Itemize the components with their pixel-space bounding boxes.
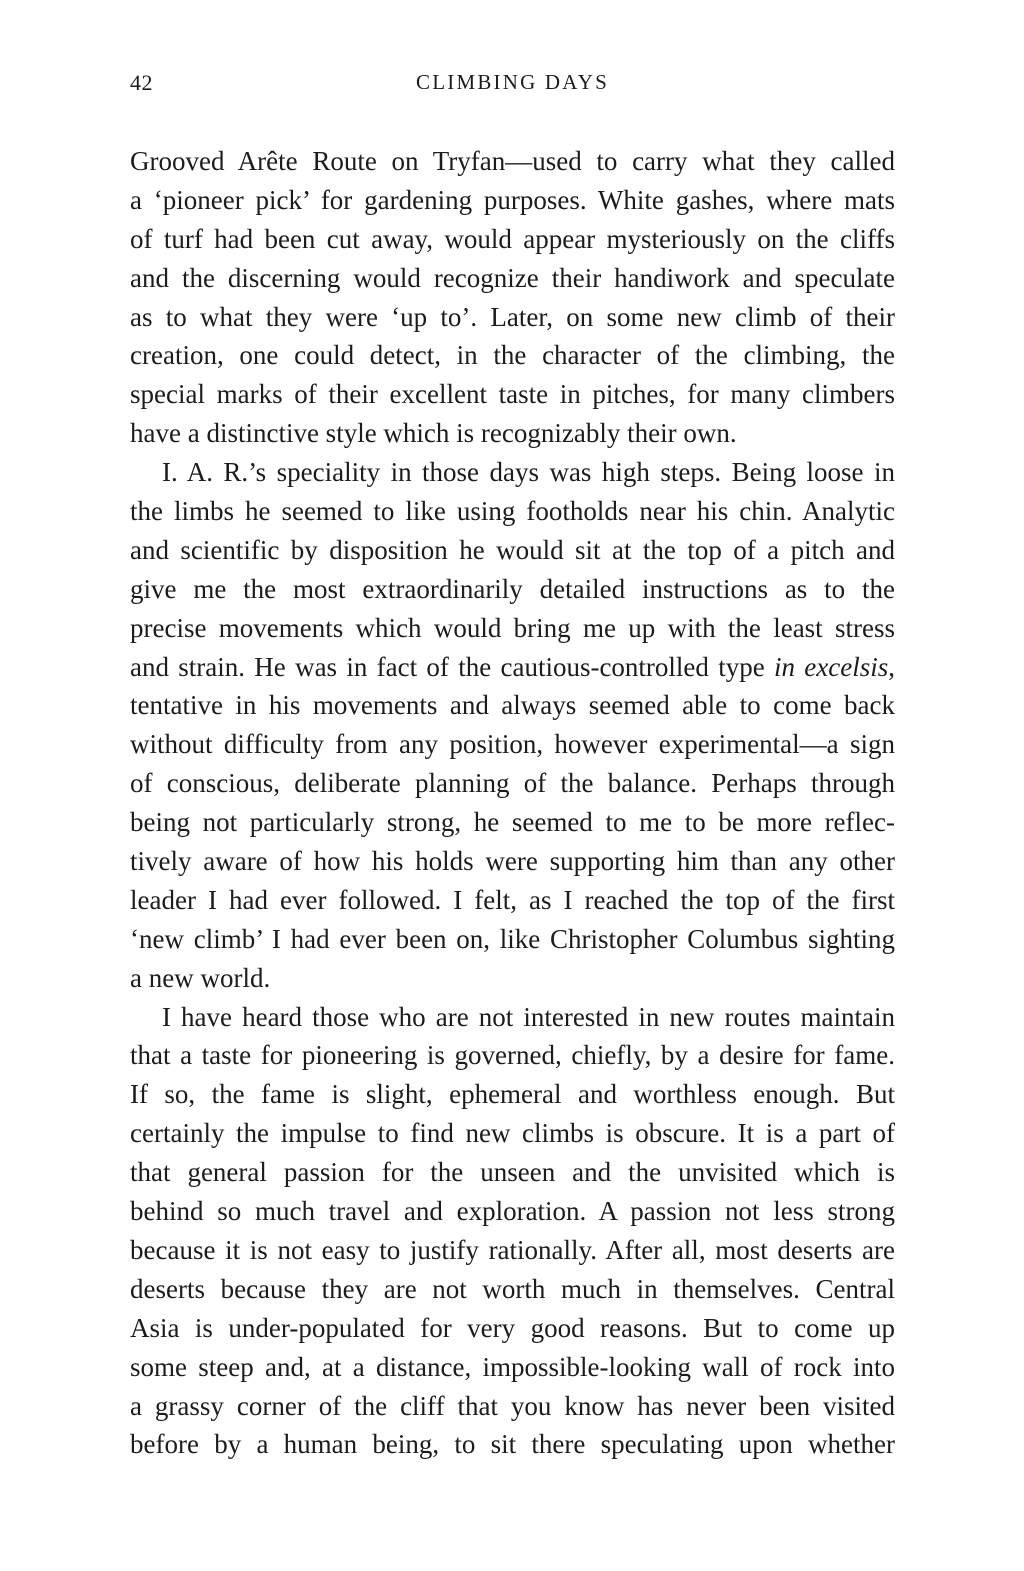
body-text (130, 142, 895, 1464)
text-line: that general passion for the unseen and the unvisited which is (130, 1157, 895, 1188)
text-line: tively aware of how his holds were supporting him than any other (130, 846, 895, 877)
running-title: CLIMBING DAYS (416, 70, 609, 94)
text-line: behind so much travel and exploration. A passion not less strong (130, 1196, 895, 1227)
text-line: special marks of their excellent taste in pitches, for many climbers (130, 379, 895, 410)
page-number: 42 (130, 70, 153, 95)
text-line: If so, the fame is slight, ephemeral and worthless enough. But (130, 1079, 895, 1110)
text-line: Grooved Arête Route on Tryfan—used to carry what they called (130, 146, 895, 176)
text-line: give me the most extraordinarily detailed instructions as to the (130, 573, 895, 604)
text-line: have a distinctive style which is recognizably their own. (130, 418, 737, 449)
text-line: without difficulty from any position, however experimental—a sign (130, 729, 895, 760)
text-line: deserts because they are not worth much in themselves. Central (130, 1273, 895, 1304)
text-line: because it is not easy to justify rationally. After all, most deserts are (130, 1234, 895, 1265)
text-line: some steep and, at a distance, impossible-looking wall of rock into (130, 1351, 895, 1382)
text-line: the limbs he seemed to like using footholds near his chin. Analytic (130, 496, 895, 527)
text-line: certainly the impulse to find new climbs is obscure. It is a part of (130, 1118, 895, 1149)
text-segment: , (888, 651, 895, 682)
text-line: being not particularly strong, he seemed to me to be more reflec- (130, 807, 895, 838)
running-head (130, 70, 895, 102)
text-line: of turf had been cut away, would appear mysteriously on the cliffs (130, 223, 895, 254)
paragraph-first-line: I. A. R.’s speciality in those days was high steps. Being loose in (162, 457, 895, 488)
text-line: leader I had ever followed. I felt, as I reached the top of the first (130, 884, 895, 915)
text-line: and scientific by disposition he would sit at the top of a pitch and (130, 534, 895, 565)
text-line: tentative in his movements and always seemed able to come back (130, 690, 895, 721)
text-line: of conscious, deliberate planning of the balance. Perhaps through (130, 768, 895, 799)
text-line: Asia is under-populated for very good reasons. But to come up (130, 1312, 895, 1343)
text-line: a ‘pioneer pick’ for gardening purposes. White gashes, where mats (130, 184, 895, 215)
text-line: precise movements which would bring me up with the least stress (130, 612, 895, 643)
text-line: before by a human being, to sit there speculating upon whether (130, 1429, 895, 1460)
text-line: a grassy corner of the cliff that you know has never been visited (130, 1390, 895, 1421)
text-line: as to what they were ‘up to’. Later, on some new climb of their (130, 301, 895, 332)
text-line: ‘new climb’ I had ever been on, like Christopher Columbus sighting (130, 923, 895, 954)
text-line: that a taste for pioneering is governed, chiefly, by a desire for fame. (130, 1040, 895, 1071)
text-line-with-italic (130, 648, 895, 687)
text-line: creation, one could detect, in the character of the climbing, the (130, 340, 895, 371)
text-line: and the discerning would recognize their handiwork and speculate (130, 262, 895, 293)
paragraph-first-line: I have heard those who are not interested in new routes maintain (162, 1001, 895, 1032)
text-segment: and strain. He was in fact of the cautious-controlled type (130, 651, 774, 682)
italic-phrase: in excelsis (773, 651, 889, 682)
text-line: a new world. (130, 962, 271, 993)
